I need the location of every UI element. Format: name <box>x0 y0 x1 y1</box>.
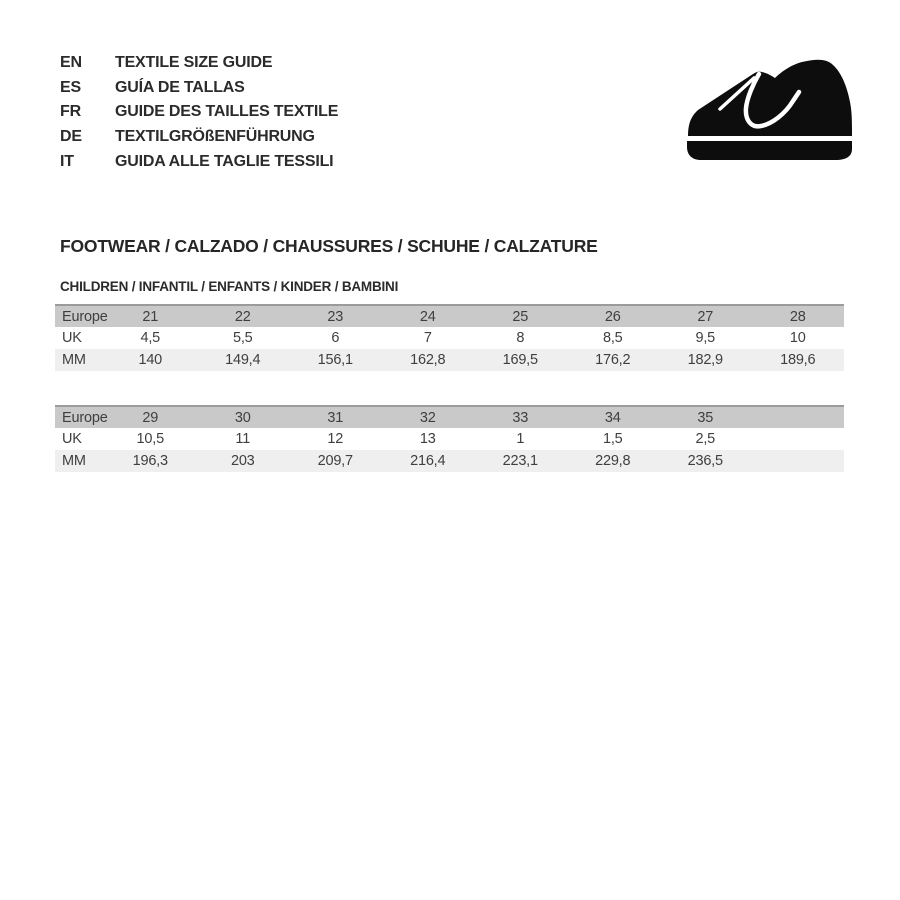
size-value-cell: 8 <box>516 330 525 346</box>
size-value-cell: 209,7 <box>317 453 353 469</box>
size-value-cell: 11 <box>235 431 251 447</box>
size-value-cell <box>752 406 845 428</box>
size-value-cell: 4,5 <box>140 330 161 346</box>
size-row-uk <box>55 428 844 450</box>
size-value-cell: 26 <box>604 308 621 325</box>
size-value-cell: 10,5 <box>136 431 164 447</box>
language-code: DE <box>60 128 82 146</box>
size-value-cell: 9,5 <box>695 330 716 346</box>
size-value-cell: 34 <box>604 409 621 426</box>
size-value-cell: 223,1 <box>502 453 538 469</box>
language-row-de <box>60 125 338 150</box>
size-value-cell: 29 <box>142 409 159 426</box>
language-code: IT <box>60 152 74 170</box>
children-shoe-icon-svg <box>675 50 865 168</box>
size-value-cell: 21 <box>142 308 159 325</box>
size-value-cell <box>752 428 845 450</box>
language-title: TEXTILE SIZE GUIDE <box>115 54 273 72</box>
size-value-cell: 27 <box>697 308 714 325</box>
size-value-cell: 8,5 <box>602 330 623 346</box>
row-label: Europe <box>62 409 108 426</box>
section-title: FOOTWEAR / CALZADO / CHAUSSURES / SCHUHE / CALZATURE <box>60 236 598 256</box>
language-row-es <box>60 76 338 101</box>
language-code: EN <box>60 54 82 72</box>
size-value-cell: 13 <box>419 431 436 447</box>
row-label: UK <box>62 330 82 346</box>
language-list <box>60 51 338 174</box>
size-value-cell: 5,5 <box>232 330 253 346</box>
size-table-1 <box>55 304 844 371</box>
size-value-cell: 25 <box>512 308 529 325</box>
size-value-cell: 196,3 <box>132 453 168 469</box>
size-value-cell: 216,4 <box>410 453 446 469</box>
size-value-cell: 22 <box>234 308 251 325</box>
size-value-cell: 31 <box>327 409 344 426</box>
size-value-cell: 1,5 <box>602 431 623 447</box>
size-value-cell <box>752 450 845 472</box>
row-label: MM <box>62 352 86 368</box>
size-value-cell: 1 <box>516 431 525 447</box>
language-title: TEXTILGRÖßENFÜHRUNG <box>115 128 315 146</box>
language-row-en <box>60 51 338 76</box>
size-value-cell: 12 <box>327 431 344 447</box>
size-row-mm <box>55 349 844 371</box>
size-value-cell: 30 <box>234 409 251 426</box>
size-row-europe <box>55 406 844 428</box>
size-value-cell: 182,9 <box>687 352 723 368</box>
language-row-it <box>60 149 338 174</box>
size-row-europe <box>55 305 844 327</box>
size-row-uk <box>55 327 844 349</box>
language-code: FR <box>60 103 81 121</box>
size-value-cell: 35 <box>697 409 714 426</box>
size-table-2-body <box>55 406 844 472</box>
size-value-cell: 23 <box>327 308 344 325</box>
language-title: GUIDA ALLE TAGLIE TESSILI <box>115 152 334 170</box>
size-value-cell: 24 <box>419 308 436 325</box>
size-row-mm <box>55 450 844 472</box>
size-value-cell: 236,5 <box>687 453 723 469</box>
children-shoe-icon <box>675 50 865 168</box>
size-value-cell: 32 <box>419 409 436 426</box>
size-value-cell: 140 <box>138 352 163 368</box>
section-subtitle: CHILDREN / INFANTIL / ENFANTS / KINDER / BAMBINI <box>60 279 399 294</box>
language-title: GUIDE DES TAILLES TEXTILE <box>115 103 339 121</box>
size-value-cell: 189,6 <box>780 352 816 368</box>
size-table-1-body <box>55 305 844 371</box>
size-value-cell: 149,4 <box>225 352 261 368</box>
size-value-cell: 28 <box>789 308 806 325</box>
size-value-cell: 203 <box>230 453 255 469</box>
language-code: ES <box>60 78 81 96</box>
size-value-cell: 162,8 <box>410 352 446 368</box>
language-row-fr <box>60 100 338 125</box>
row-label: MM <box>62 453 86 469</box>
size-value-cell: 156,1 <box>317 352 353 368</box>
size-table-2 <box>55 405 844 472</box>
language-title: GUÍA DE TALLAS <box>115 78 245 96</box>
size-value-cell: 229,8 <box>595 453 631 469</box>
size-value-cell: 2,5 <box>695 431 716 447</box>
size-value-cell: 169,5 <box>502 352 538 368</box>
size-value-cell: 176,2 <box>595 352 631 368</box>
row-label: UK <box>62 431 82 447</box>
size-value-cell: 6 <box>331 330 340 346</box>
size-value-cell: 7 <box>423 330 432 346</box>
row-label: Europe <box>62 308 108 325</box>
size-value-cell: 10 <box>789 330 806 346</box>
size-value-cell: 33 <box>512 409 529 426</box>
